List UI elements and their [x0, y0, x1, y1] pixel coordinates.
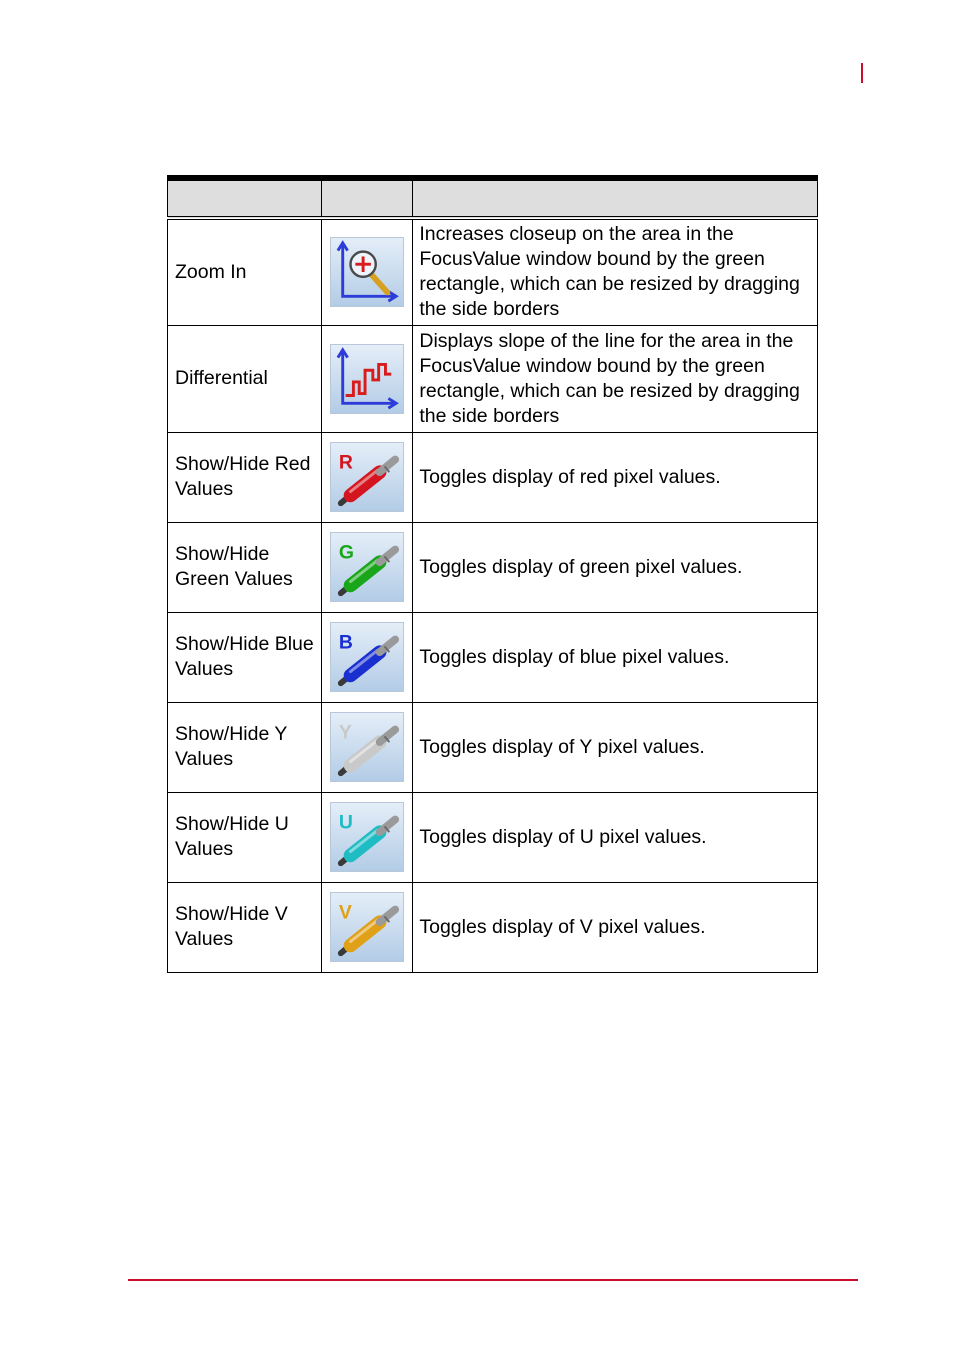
table-row [168, 432, 818, 522]
table-row [168, 522, 818, 612]
header-name [168, 178, 322, 218]
green-connector-icon[interactable] [330, 532, 404, 602]
row-description: Toggles display of green pixel values. [413, 522, 818, 612]
table-row [168, 612, 818, 702]
svg-text:G: G [339, 541, 355, 564]
table-row [168, 882, 818, 972]
v-connector-icon[interactable] [330, 892, 404, 962]
row-name: Show/Hide Red Values [168, 432, 322, 522]
row-description: Displays slope of the line for the area in the FocusValue window bound by the green rectangle, which can be resized by dragging the side borders [413, 325, 818, 432]
header-description [413, 178, 818, 218]
table-row [168, 325, 818, 432]
table-header-row [168, 178, 818, 218]
zoom-in-icon[interactable] [330, 237, 404, 307]
svg-text:U: U [339, 811, 354, 834]
footer-rule [128, 1279, 858, 1281]
table-row [168, 218, 818, 325]
row-name: Zoom In [168, 218, 322, 325]
row-name: Show/Hide U Values [168, 792, 322, 882]
header-icon [322, 178, 413, 218]
svg-text:V: V [339, 901, 353, 924]
header-accent-mark [861, 63, 863, 83]
differential-icon[interactable] [330, 344, 404, 414]
row-description: Increases closeup on the area in the FocusValue window bound by the green rectangle, which can be resized by dragging the side borders [413, 218, 818, 325]
svg-text:B: B [339, 631, 354, 654]
row-description: Toggles display of blue pixel values. [413, 612, 818, 702]
row-description: Toggles display of U pixel values. [413, 792, 818, 882]
blue-connector-icon[interactable] [330, 622, 404, 692]
row-name: Show/Hide Y Values [168, 702, 322, 792]
svg-text:R: R [339, 451, 354, 474]
row-name: Show/Hide Green Values [168, 522, 322, 612]
svg-text:Y: Y [339, 721, 353, 744]
row-name: Show/Hide V Values [168, 882, 322, 972]
table-row [168, 792, 818, 882]
row-description: Toggles display of Y pixel values. [413, 702, 818, 792]
row-name: Show/Hide Blue Values [168, 612, 322, 702]
row-description: Toggles display of V pixel values. [413, 882, 818, 972]
row-name: Differential [168, 325, 322, 432]
row-description: Toggles display of red pixel values. [413, 432, 818, 522]
toolbar-function-table [167, 175, 818, 973]
u-connector-icon[interactable] [330, 802, 404, 872]
red-connector-icon[interactable] [330, 442, 404, 512]
y-connector-icon[interactable] [330, 712, 404, 782]
table-row [168, 702, 818, 792]
